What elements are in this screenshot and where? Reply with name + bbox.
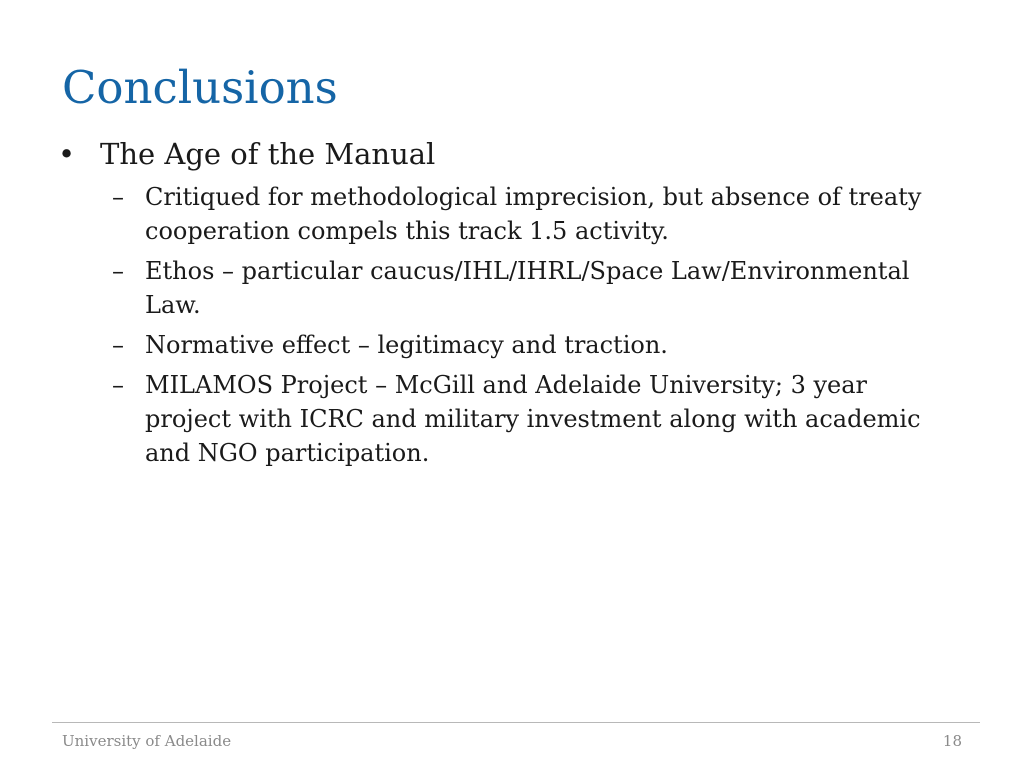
sub-bullet-item <box>58 180 958 248</box>
bullet-marker: • <box>58 137 76 171</box>
sub-bullet-text: Ethos – particular caucus/IHL/IHRL/Space Law/Environmental Law. <box>145 257 910 319</box>
page-number: 18 <box>942 732 962 750</box>
footer-divider <box>52 722 980 723</box>
sub-bullet-item <box>58 368 958 470</box>
sub-bullet-text: MILAMOS Project – McGill and Adelaide University; 3 year project with ICRC and military investment along with academic and NGO participation. <box>145 371 921 467</box>
sub-bullet-text: Critiqued for methodological imprecision, but absence of treaty cooperation compels this track 1.5 activity. <box>145 183 922 245</box>
slide-title: Conclusions <box>62 61 338 114</box>
dash-marker: – <box>112 331 124 359</box>
sub-bullet-list <box>58 180 958 470</box>
dash-marker: – <box>112 257 124 285</box>
bullet-item <box>58 134 958 174</box>
dash-marker: – <box>112 183 124 211</box>
bullet-text: The Age of the Manual <box>100 137 436 171</box>
sub-bullet-item <box>58 328 958 362</box>
sub-bullet-text: Normative effect – legitimacy and traction. <box>145 331 668 359</box>
slide-content <box>58 134 958 476</box>
dash-marker: – <box>112 371 124 399</box>
footer-institution: University of Adelaide <box>62 732 232 750</box>
sub-bullet-item <box>58 254 958 322</box>
